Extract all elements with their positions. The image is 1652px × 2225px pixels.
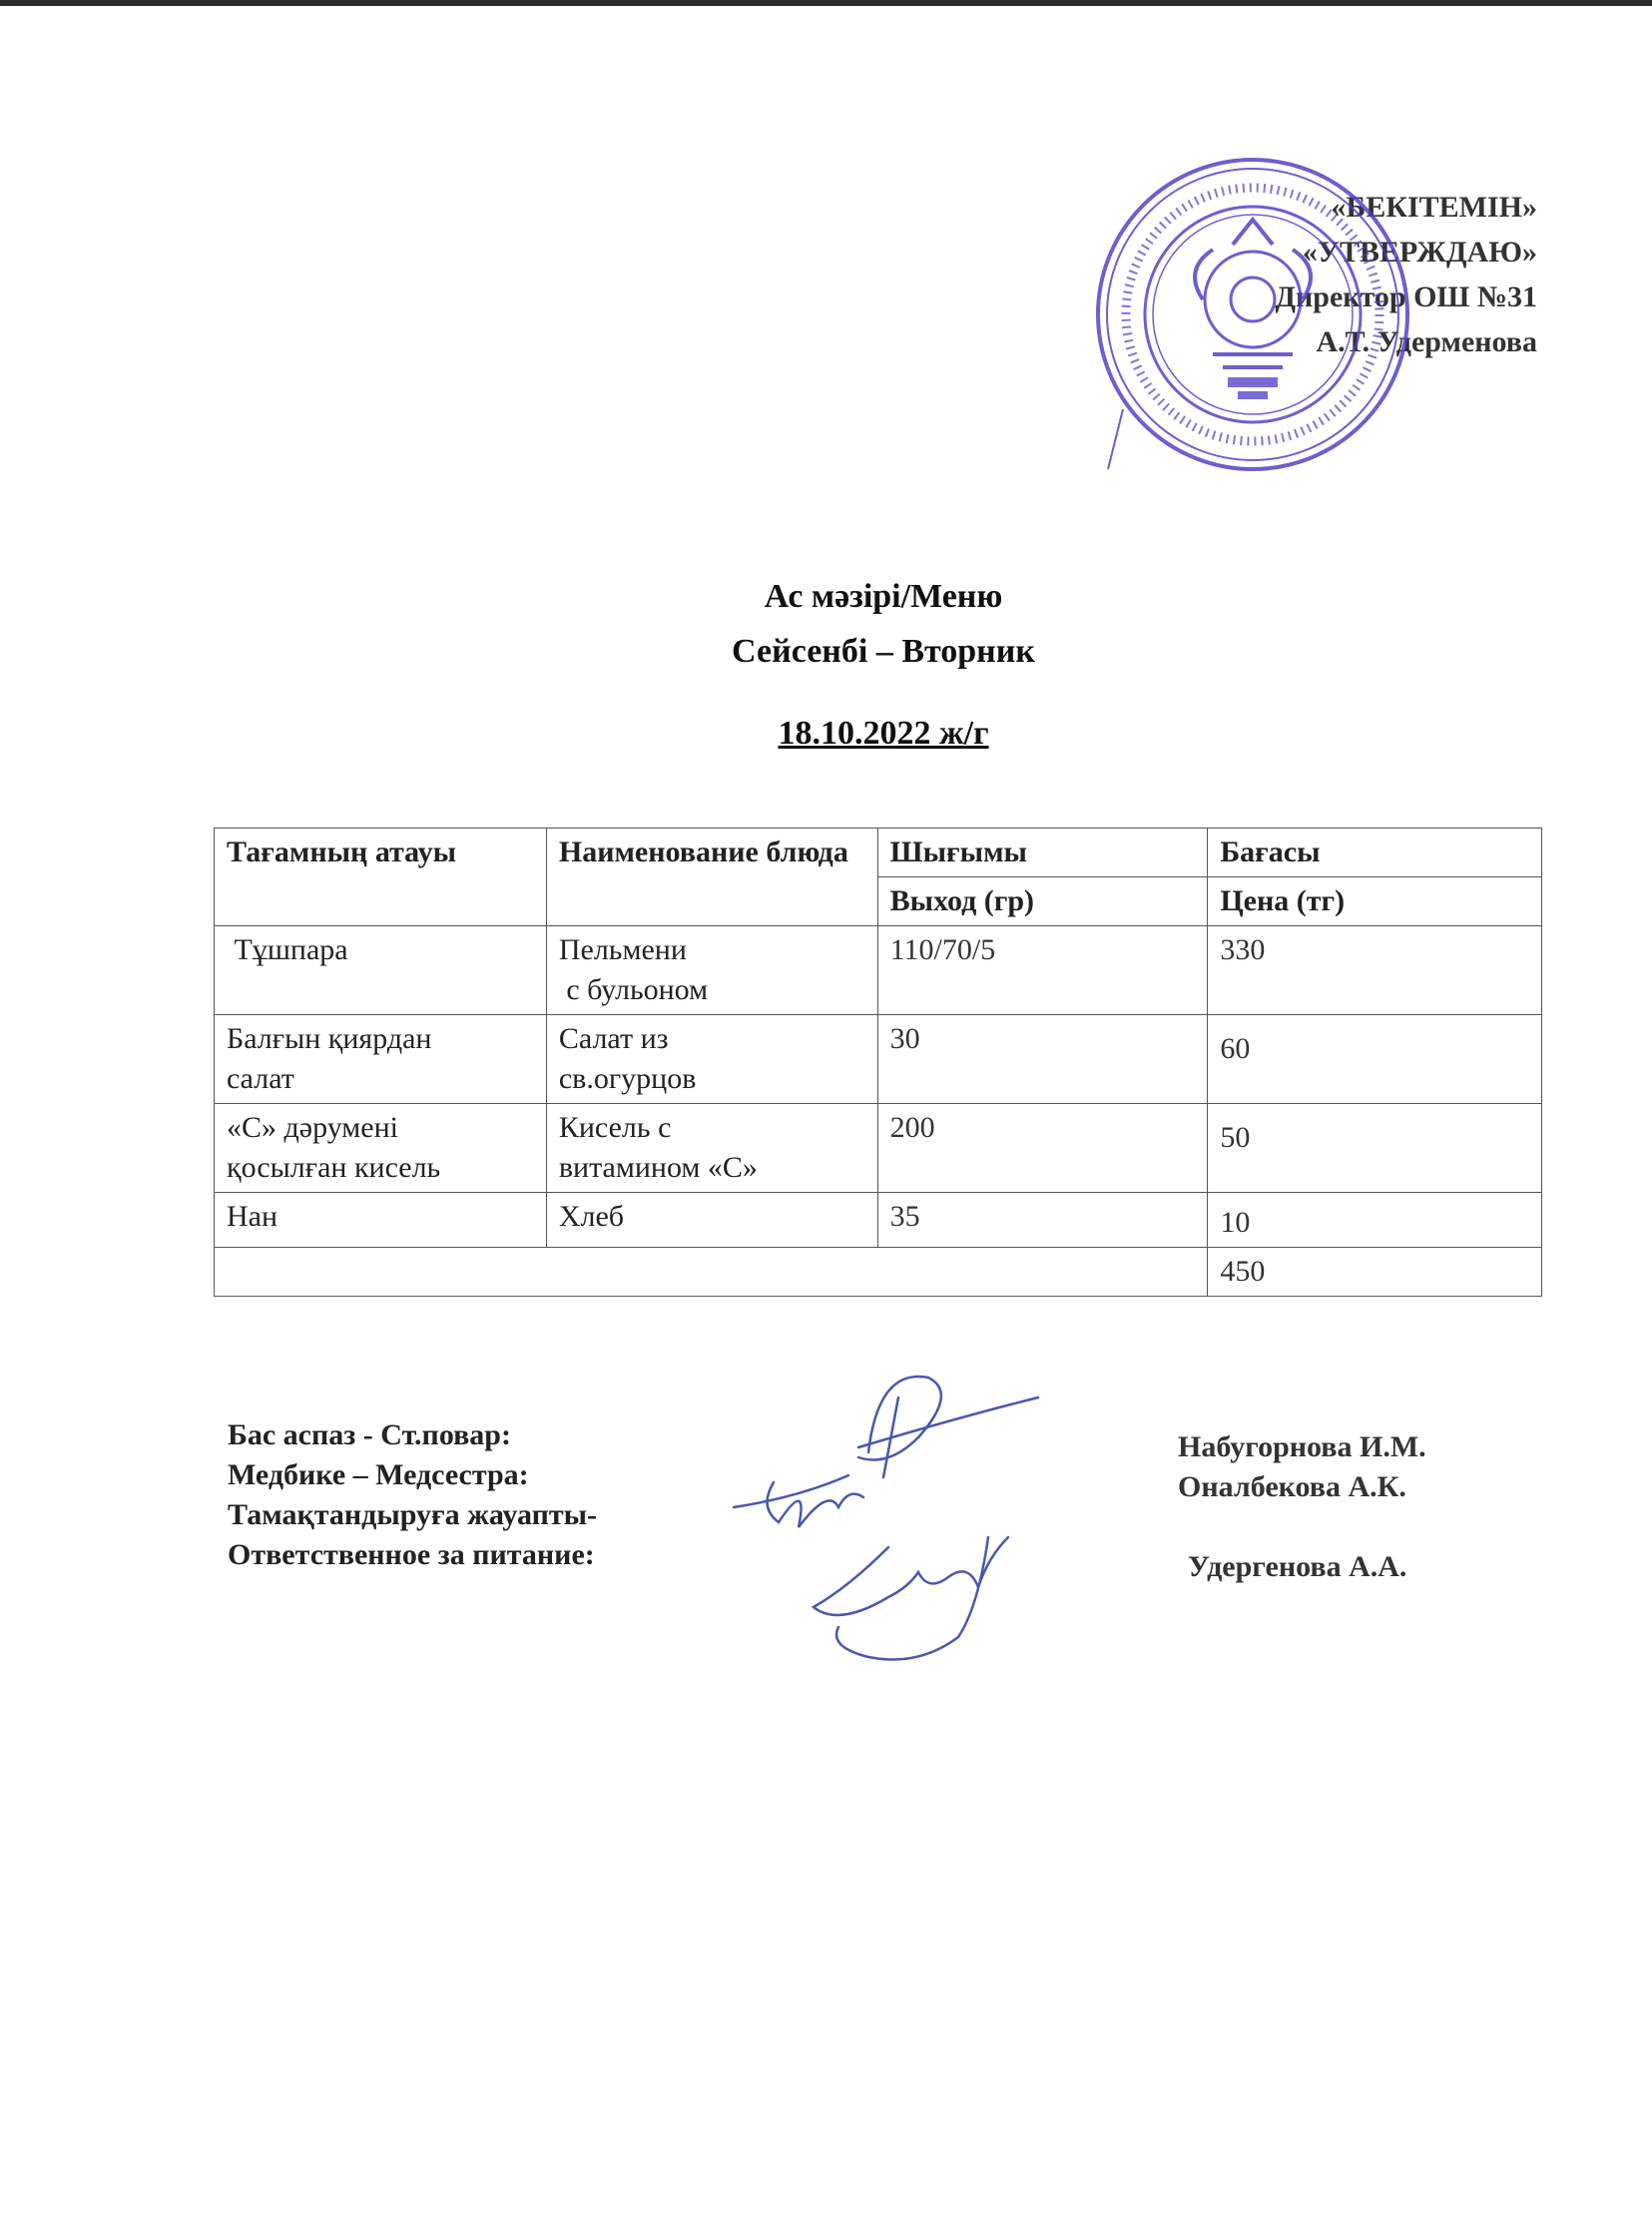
cell-name-kz: Нан bbox=[215, 1193, 547, 1248]
cell-yield: 200 bbox=[877, 1104, 1208, 1193]
cell-name-ru: Кисель с витамином «С» bbox=[546, 1104, 877, 1193]
nurse-label: Медбике – Медсестра: bbox=[228, 1458, 529, 1491]
cell-price: 60 bbox=[1208, 1015, 1542, 1104]
header-yield-ru: Выход (гр) bbox=[877, 877, 1208, 926]
cell-price: 50 bbox=[1208, 1104, 1542, 1193]
header-name-kz: Тағамның атауы bbox=[215, 829, 547, 926]
table-header-row bbox=[215, 829, 1542, 877]
handwritten-signatures bbox=[719, 1358, 1078, 1677]
cell-name-kz: Балғын қиярдан салат bbox=[215, 1015, 547, 1104]
header-name-ru: Наименование блюда bbox=[546, 829, 877, 926]
cell-price: 330 bbox=[1208, 926, 1542, 1015]
header-price-ru: Цена (тг) bbox=[1208, 877, 1542, 926]
responsible-label-ru: Ответственное за питание: bbox=[228, 1538, 595, 1571]
menu-title-block bbox=[0, 569, 1652, 759]
cell-price: 10 bbox=[1208, 1193, 1542, 1248]
table-row bbox=[215, 1104, 1542, 1193]
official-seal-stamp bbox=[1083, 150, 1422, 489]
cell-yield: 35 bbox=[877, 1193, 1208, 1248]
chef-name: Набугорнова И.М. bbox=[1178, 1430, 1426, 1463]
signature-labels bbox=[228, 1415, 597, 1575]
cell-yield: 110/70/5 bbox=[877, 926, 1208, 1015]
menu-table bbox=[214, 828, 1542, 1297]
header-yield-kz: Шығымы bbox=[877, 829, 1208, 877]
responsible-name: Удергенова А.А. bbox=[1188, 1550, 1407, 1583]
table-row bbox=[215, 1015, 1542, 1104]
table-total-row bbox=[215, 1248, 1542, 1297]
chef-label: Бас аспаз - Ст.повар: bbox=[228, 1418, 511, 1451]
cell-name-kz: «С» дәрумені қосылған кисель bbox=[215, 1104, 547, 1193]
cell-name-ru: Пельмени с бульоном bbox=[546, 926, 877, 1015]
approval-director: Директор ОШ №31 bbox=[1275, 280, 1537, 313]
total-label-cell bbox=[215, 1248, 1208, 1297]
menu-day: Сейсенбі – Вторник bbox=[732, 633, 1035, 670]
cell-yield: 30 bbox=[877, 1015, 1208, 1104]
scan-top-edge bbox=[0, 0, 1652, 6]
total-value: 450 bbox=[1208, 1248, 1542, 1297]
table-row bbox=[215, 926, 1542, 1015]
cell-name-kz: Тұшпара bbox=[215, 926, 547, 1015]
table-row bbox=[215, 1193, 1542, 1248]
menu-title: Ас мәзірі/Меню bbox=[764, 578, 1003, 615]
signature-names bbox=[1178, 1427, 1517, 1587]
approval-line-kz: «БЕКІТЕМІН» bbox=[1331, 191, 1537, 224]
cell-name-ru: Хлеб bbox=[546, 1193, 877, 1248]
responsible-label-kz: Тамақтандыруға жауапты- bbox=[228, 1498, 598, 1531]
approval-signatory: А.Т. Удерменова bbox=[1316, 325, 1537, 358]
header-price-kz: Бағасы bbox=[1208, 829, 1542, 877]
nurse-name: Оналбекова А.К. bbox=[1178, 1470, 1406, 1503]
menu-date: 18.10.2022 ж/г bbox=[778, 715, 989, 752]
cell-name-ru: Салат из св.огурцов bbox=[546, 1015, 877, 1104]
spacer bbox=[1178, 1507, 1517, 1547]
approval-line-ru: «УТВЕРЖДАЮ» bbox=[1302, 236, 1537, 269]
